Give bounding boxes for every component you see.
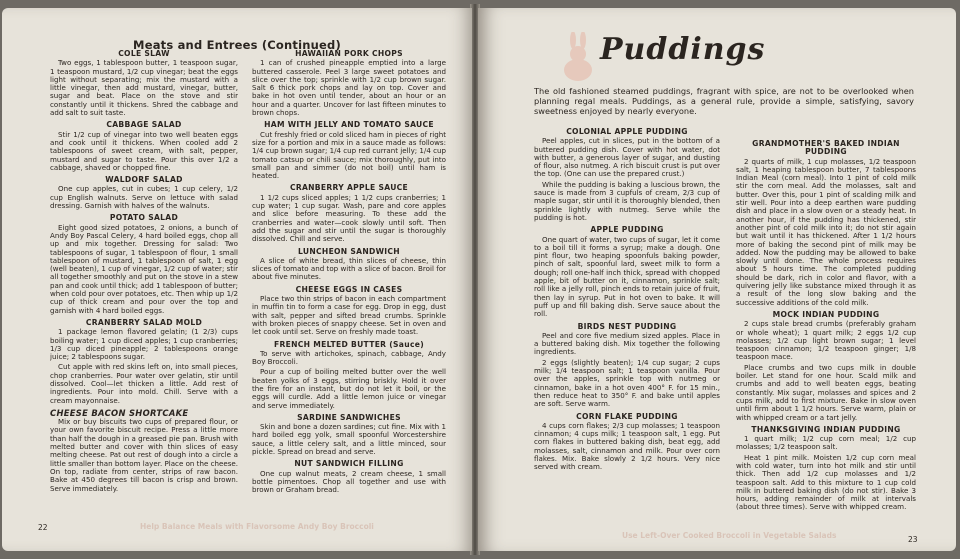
recipe-title: CRANBERRY SALAD MOLD (85, 317, 203, 327)
recipe-column-4 (736, 136, 916, 526)
recipe-text: One quart of water, two cups of sugar, let it come to a boil till it forms a syrup; make a dough. One pint flour, two heaping spoonfuls baking powder, pinch of salt, spoonful lard, sweet milk to form a dough; roll one-half inch thick, spread with chopped apple, bit of butter on it, cinnamon, sprinkle salt; roll like a jelly roll, pinch ends to retain juice of fruit, then lay in syrup. Put in hot oven to bake. It will puff up and fill baking dish. Serve sauce about the roll. (534, 234, 720, 319)
recipe-text: Pour a cup of boiling melted butter over the well beaten yolks of 3 eggs, stirring briskly. Hold it over the fire for an instant, but do not let it boil, or the eggs will curdle. Add a little lemon juice or vinegar and serve immediately. (252, 367, 446, 410)
recipe-column-3 (534, 124, 720, 526)
recipe-title: COLONIAL APPLE PUDDING (566, 127, 688, 136)
recipe-title: POTATO SALAD (109, 213, 179, 223)
recipe-text: 1 1/2 cups sliced apples; 1 1/2 cups cranberries; 1 cup water; 1 cup sugar. Wash, pare and core apples and slice before measuring. To these add the cranberries and water—cook slowly until soft. Then add the sugar and stir until the sugar is thoroughly dissolved. Chill and serve. (252, 192, 446, 244)
recipe-title: SARDINE SANDWICHES (297, 412, 401, 422)
recipe-text: Peel and core five medium sized apples. Place in a buttered baking dish. Mix together the following ingredients. (534, 330, 720, 357)
recipe-title: CABBAGE SALAD (106, 120, 182, 130)
left-page-header: Meats and Entrees (Continued) (133, 38, 341, 52)
recipe-text: To serve with artichokes, spinach, cabbage, Andy Boy Broccoli. (252, 348, 446, 367)
recipe-text: Skin and bone a dozen sardines; cut fine. Mix with 1 hard boiled egg yolk, small spoonful Worcestershire sauce, a little celery salt, and a little minced, sour pickle. Spread on bread and serve. (252, 422, 446, 457)
puddings-intro: The old fashioned steamed puddings, fragrant with spice, are not to be overlooked when planning regal meals. Puddings, as a general rule, provide a simple, satisfying, savory sweetness enjoyed by nearly everyone. (534, 86, 914, 116)
recipe-text: Cut apple with red skins left on, into small pieces, chop cranberries. Pour water over gelatin, stir until dissolved. Cool—let thicken a little. Add rest of ingredients. Pour into mold. Chill. Serve with a cream mayonnaise. (50, 362, 238, 405)
recipe-column-2 (252, 46, 446, 514)
page-number-left: 22 (38, 523, 48, 532)
puddings-title: Puddings (600, 32, 766, 67)
recipe-text: 2 quarts of milk, 1 cup molasses, 1/2 teaspoon salt, 1 heaping tablespoon butter, 7 tablespoons Indian Meal (corn meal). Into 1 pint of cold milk stir the corn meal. Add the molasses, salt and butter. Over this, pour 1 pint of scalding milk and stir well. Pour into a deep earthen ware pudding dish and place in a slow oven or a steady heat. In another hour, if the pudding has thickened, stir another pint of cold milk into it; do not stir again but wait until it has thickened. After 1 1/2 hours more of baking the second pint of milk may be added. Now the pudding may be allowed to bake slowly until done. The whole process requires about 5 hours time. The completed pudding should be dark, rich in color and flavor, with a quivering jelly like substance mixed through it as a result of the long slow baking and the successive additions of the cold milk. (736, 156, 916, 307)
recipe-text: 1 quart milk; 1/2 cup corn meal; 1/2 cup molasses; 1/2 teaspoon salt. (736, 434, 916, 452)
recipe-text: Place two thin strips of bacon in each compartment in muffin tin to form a case for egg. Drop in egg, dust with salt, pepper and sifted bread crumbs. Sprinkle with broken pieces of snappy cheese. Set in oven and let cook until set. Serve on freshly made toast. (252, 294, 446, 337)
recipe-title: HAWAIIAN PORK CHOPS (295, 49, 403, 58)
recipe-text: Two eggs, 1 tablespoon butter, 1 teaspoon sugar, 1 teaspoon mustard, 1/2 cup vinegar; beat the eggs light without separating; mix the mustard with a little vinegar, then add mustard, vinegar, butter, sugar and beat. Place on the stove and stir constantly until it thickens. Shred the cabbage and add salt to suit taste. (50, 58, 238, 118)
recipe-column-1 (50, 46, 238, 514)
recipe-title: CHEESE EGGS IN CASES (295, 284, 403, 294)
recipe-text: While the pudding is baking a luscious brown, the sauce is made from 3 cupfuls of cream, 2/3 cup of maple sugar, stir until it is thoroughly blended, then sprinkle lightly with nutmeg. Serve while the pudding is hot. (534, 179, 720, 222)
recipe-title: GRANDMOTHER'S BAKED INDIAN PUDDING (752, 139, 900, 157)
recipe-title: CRANBERRY APPLE SAUCE (289, 183, 409, 193)
recipe-title: FRENCH MELTED BUTTER (Sauce) (274, 339, 424, 349)
recipe-text: 2 cups stale bread crumbs (preferably graham or whole wheat); 1 quart milk; 2 eggs 1/2 cup molasses; 1/2 cup light brown sugar; 1 level teaspoon cinnamon; 1/2 teaspoon ginger; 1/8 teaspoon mace. (736, 319, 916, 362)
recipe-text: A slice of white bread, thin slices of cheese, thin slices of tomato and top with a slice of bacon. Broil for about five minutes. (252, 255, 446, 282)
recipe-title: HAM WITH JELLY AND TOMATO SAUCE (264, 120, 434, 130)
recipe-title: BIRDS NEST PUDDING (577, 321, 677, 331)
recipe-title: NUT SANDWICH FILLING (294, 459, 404, 469)
page-number-right: 23 (908, 535, 918, 544)
recipe-text: 2 eggs (slightly beaten); 1/4 cup sugar; 2 cups milk; 1/4 teaspoon salt; 1 teaspoon vanilla. Pour over the apples, sprinkle top with nutmeg or cinnamon, bake in a hot oven 400° F. for 15 min., then reduce heat to 350° F. and bake until apples are soft. Serve warm. (534, 357, 720, 409)
recipe-text: Stir 1/2 cup of vinegar into two well beaten eggs and cook until it thickens. When cooled add 2 tablespoons of sweet cream, with salt, pepper, mustard and sugar to taste. Pour this over 1/2 a cabbage, shaved or chopped fine. (50, 129, 238, 172)
recipe-text: 1 package lemon flavored gelatin; (1 2/3) cups boiling water; 1 cup diced apples; 1 cup cranberries; 1/3 cup diced pineapple; 2 tablespoons orange juice; 2 tablespoons sugar. (50, 327, 238, 362)
bunny-illustration (556, 32, 600, 84)
footer-right: Use Left-Over Cooked Broccoli in Vegetable Salads (622, 531, 837, 540)
recipe-title: APPLE PUDDING (590, 225, 664, 235)
recipe-text: 4 cups corn flakes; 2/3 cup molasses; 1 teaspoon cinnamon; 4 cups milk; 1 teaspoon salt, 1 egg. Put corn flakes in buttered baking dish, beat egg, add molasses, salt, cinnamon and milk. Pour over corn flakes. Mix. Bake slowly 2 1/2 hours. Very nice served with cream. (534, 420, 720, 472)
recipe-title: CHEESE BACON SHORTCAKE (50, 407, 189, 418)
recipe-text: Mix or buy biscuits two cups of prepared flour, or your own favorite biscuit recipe. Press a little more than half the dough in a greased pie pan. Brush with melted butter and cover with thin slices of easy melting cheese. Pat out rest of dough into a circle a little smaller than bottom layer. Place on the cheese. On top, radiate from center, strips of raw bacon. Bake at 450 degrees till bacon is crisp and brown. Serve immediately. (50, 417, 238, 493)
recipe-title: LUNCHEON SANDWICH (298, 246, 400, 256)
footer-left: Help Balance Meals with Flavorsome Andy Boy Broccoli (140, 522, 374, 531)
recipe-title: MOCK INDIAN PUDDING (772, 309, 880, 319)
recipe-text: One cup walnut meats, 2 cream cheese, 1 small bottle pimentoes. Chop all together and use with brown or Graham bread. (252, 468, 446, 495)
recipe-text: Eight good sized potatoes, 2 onions, a bunch of Andy Boy Pascal Celery, 4 hard boiled eggs, chop all up and mix together. Dressing for salad: Two tablespoons of sugar, 1 tablespoon of flour, 1 small tablespoon of mustard, 1 tablespoon of salt, 1 egg (well beaten), 1 cup of vinegar, 1/2 cup of water; stir all together smoothly and put on the stove in a stew pan and cook until thick; add 1 tablespoon of butter; when cold pour over potatoes, etc. Then whip up 1/2 cup of thick cream and pour over the top and garnish with 4 hard boiled eggs. (50, 222, 238, 315)
recipe-title: THANKSGIVING INDIAN PUDDING (751, 424, 901, 434)
recipe-text: Cut freshly fried or cold sliced ham in pieces of right size for a portion and mix in a sauce made as follows: 1/4 cup brown sugar; 1/4 cup red currant jelly; 1/4 cup tomato catsup or chili sauce; mix thoroughly, put into small pan and simmer (do not boil) until ham is heated. (252, 129, 446, 181)
recipe-text: Place crumbs and two cups milk in double boiler. Let stand for one hour. Scald milk and crumbs and add to well beaten eggs, beating constantly. Mix sugar, molasses and spices and 2 cups milk, add to first mixture. Bake in slow oven until firm about 1 1/2 hours. Serve warm, plain or with whipped cream or a tart jelly. (736, 362, 916, 422)
recipe-title: CORN FLAKE PUDDING (576, 411, 678, 421)
recipe-text: Peel apples, cut in slices, put in the bottom of a buttered pudding dish. Cover with hot water, dot with butter, a generous layer of sugar, and dusting of flour, also nutmeg. A rich biscuit crust is put over the top. (One can use the prepared crust.) (534, 136, 720, 179)
recipe-text: Heat 1 pint milk. Moisten 1/2 cup corn meal with cold water, turn into hot milk and stir until thick. Then add 1/2 cup molasses and 1/2 teaspoon salt. Add to this mixture to 1 cup cold milk in buttered baking dish (do not stir). Bake 3 hours, adding remainder of milk at intervals (about three times). Serve with whipped cream. (736, 452, 916, 512)
recipe-title: WALDORF SALAD (105, 175, 183, 185)
recipe-text: 1 can of crushed pineapple emptied into a large buttered casserole. Peel 3 large sweet potatoes and slice over the top; sprinkle with 1/2 cup brown sugar. Salt 6 thick pork chops and lay on top. Cover and bake in hot oven until tender, about an hour or an hour and a quarter. Uncover for last fifteen minutes to brown chops. (252, 58, 446, 118)
recipe-text: One cup apples, cut in cubes; 1 cup celery, 1/2 cup English walnuts. Serve on lettuce with salad dressing. Garnish with halves of the walnuts. (50, 184, 238, 211)
recipe-title: COLE SLAW (118, 49, 170, 58)
